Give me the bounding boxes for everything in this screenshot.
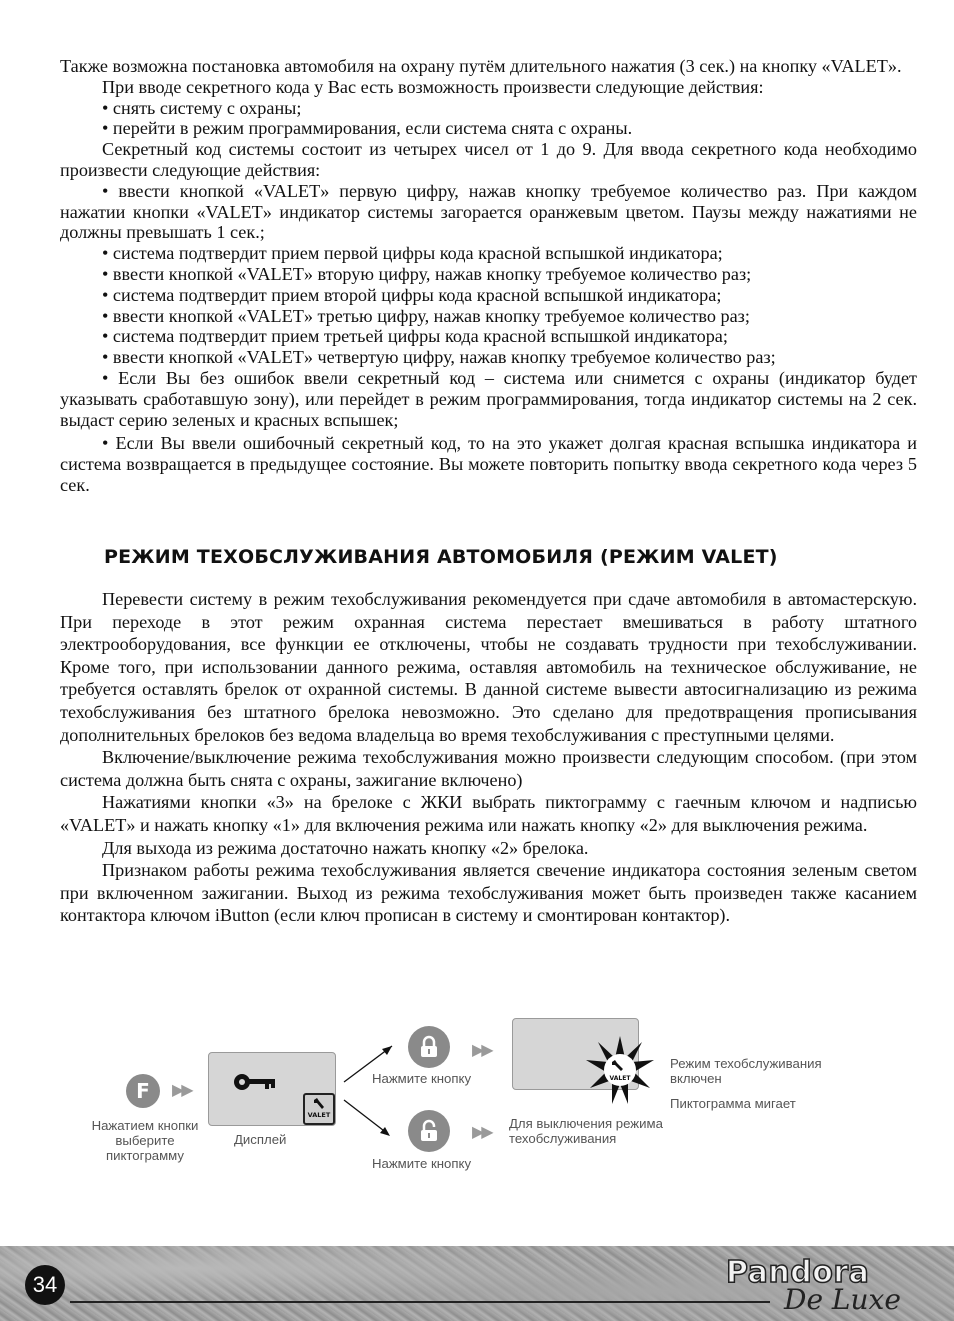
blinking-caption: Пиктограмма мигает xyxy=(670,1096,796,1111)
double-arrow-icon: ▶▶ xyxy=(472,1122,491,1141)
paragraph: Признаком работы режима техобслуживания является свечение индикатора состояния зеленым светом при включенном зажигании. Выход из режима техобслуживания может быть произведен также касанием контактора ключом iButton (если ключ прописан в систему и смонтирован контактор). xyxy=(60,860,917,926)
list-item: • перейти в режим программирования, если система снята с охраны. xyxy=(102,118,633,139)
list-item: • Если Вы без ошибок ввели секретный код – система или снимется с охраны (индикатор будет указывать сработавшую зону), или перейдет в режим программирования, тогда индикатор системы на 2 сек. выдаст серию зеленых и красных вспышек; xyxy=(60,367,917,430)
intro-text xyxy=(60,56,917,496)
f-caption: Нажатием кнопки выберите пиктограмму xyxy=(91,1118,199,1163)
valet-label-blinking: VALET xyxy=(609,1075,631,1082)
display-caption: Дисплей xyxy=(234,1132,287,1147)
valet-pictogram xyxy=(303,1093,335,1125)
list-item: • снять систему с охраны; xyxy=(102,97,302,118)
list-item: • Если Вы ввели ошибочный секретный код, то на это укажет долгая красная вспышка индикатора и система возвращается в предыдущее состояние. Вы можете повторить попытку ввода секретного кода через 5 сек. xyxy=(60,433,917,495)
valet-section-text xyxy=(60,588,917,927)
paragraph: При вводе секретного кода у Вас есть возможность произвести следующие действия: xyxy=(102,76,764,97)
display-screen xyxy=(208,1052,336,1126)
list-item: • ввести кнопкой «VALET» первую цифру, нажав кнопку требуемое количество раз. При каждом нажатии кнопки «VALET» индикатор системы загорается оранжевым цветом. Паузы между нажатиями не должны превышать 1 сек.; xyxy=(60,180,917,243)
list-item: • система подтвердит прием второй цифры кода красной вспышкой индикатора; xyxy=(102,284,722,305)
section-heading: РЕЖИМ ТЕХОБСЛУЖИВАНИЯ АВТОМОБИЛЯ (РЕЖИМ VALET) xyxy=(104,546,778,568)
list-item: • ввести кнопкой «VALET» третью цифру, нажав кнопку требуемое количество раз; xyxy=(102,305,750,326)
paragraph: Перевести систему в режим техобслуживания рекомендуется при сдаче автомобиля в автомастерскую. При переходе в этот режим охранная система перестает вмешиваться в работу штатного электрооборудования, все функции ее отключены, чтобы не создавать трудности при техобслуживании. Кроме того, при использовании данного режима, оставляя автомобиль на техническое обслуживание, не требуется оставлять брелок от охранной системы. В данной системе вывести автосигнализацию из режима техобслуживания без штатного брелока невозможно. Это сделано для предотвращения прописывания дополнительных брелоков без ведома владельца во время техобслуживания с преступными целями. xyxy=(60,589,917,745)
paragraph: Секретный код системы состоит из четырех чисел от 1 до 9. Для ввода секретного кода необходимо произвести следующие действия: xyxy=(60,139,917,180)
list-item: • система подтвердит прием первой цифры кода красной вспышкой индикатора; xyxy=(102,243,723,264)
unlock-button-icon xyxy=(408,1110,450,1152)
valet-label: VALET xyxy=(307,1111,331,1119)
brand-logo-sub: De Luxe xyxy=(784,1283,901,1316)
press-caption-bottom: Нажмите кнопку xyxy=(372,1156,472,1171)
wrench-icon xyxy=(312,1097,326,1111)
paragraph: Включение/выключение режима техобслуживания можно произвести следующим способом. (при этом система должна быть снята с охраны, зажигание включено) xyxy=(60,747,917,790)
double-arrow-icon: ▶▶ xyxy=(472,1040,491,1059)
double-arrow-icon: ▶▶ xyxy=(172,1080,191,1099)
brand-logo: Pandora xyxy=(726,1255,870,1290)
f-button-icon: F xyxy=(126,1074,160,1108)
paragraph: Нажатиями кнопки «3» на брелоке с ЖКИ выбрать пиктограмму с гаечным ключом и надписью «VALET» и нажать кнопку «1» для включения режима или нажать кнопку «2» для выключения режима. xyxy=(60,792,917,835)
list-item: • ввести кнопкой «VALET» четвертую цифру, нажав кнопку требуемое количество раз; xyxy=(102,347,776,368)
valet-diagram xyxy=(0,1010,954,1200)
paragraph: Для выхода из режима достаточно нажать кнопку «2» брелока. xyxy=(102,837,589,858)
key-icon xyxy=(233,1071,277,1093)
mode-off-caption: Для выключения режима техобслуживания xyxy=(509,1116,663,1146)
list-item: • система подтвердит прием третьей цифры кода красной вспышкой индикатора; xyxy=(102,326,728,347)
paragraph: Также возможна постановка автомобиля на охрану путём длительного нажатия (3 сек.) на кнопку «VALET». xyxy=(60,56,902,76)
footer-rule xyxy=(70,1301,770,1303)
blinking-valet-icon xyxy=(584,1034,656,1106)
list-item: • ввести кнопкой «VALET» вторую цифру, нажав кнопку требуемое количество раз; xyxy=(102,263,752,284)
mode-on-caption: Режим техобслуживания включен xyxy=(670,1056,822,1086)
press-caption-top: Нажмите кнопку xyxy=(372,1071,472,1086)
lock-button-icon xyxy=(408,1026,450,1068)
page-number: 34 xyxy=(25,1265,65,1305)
